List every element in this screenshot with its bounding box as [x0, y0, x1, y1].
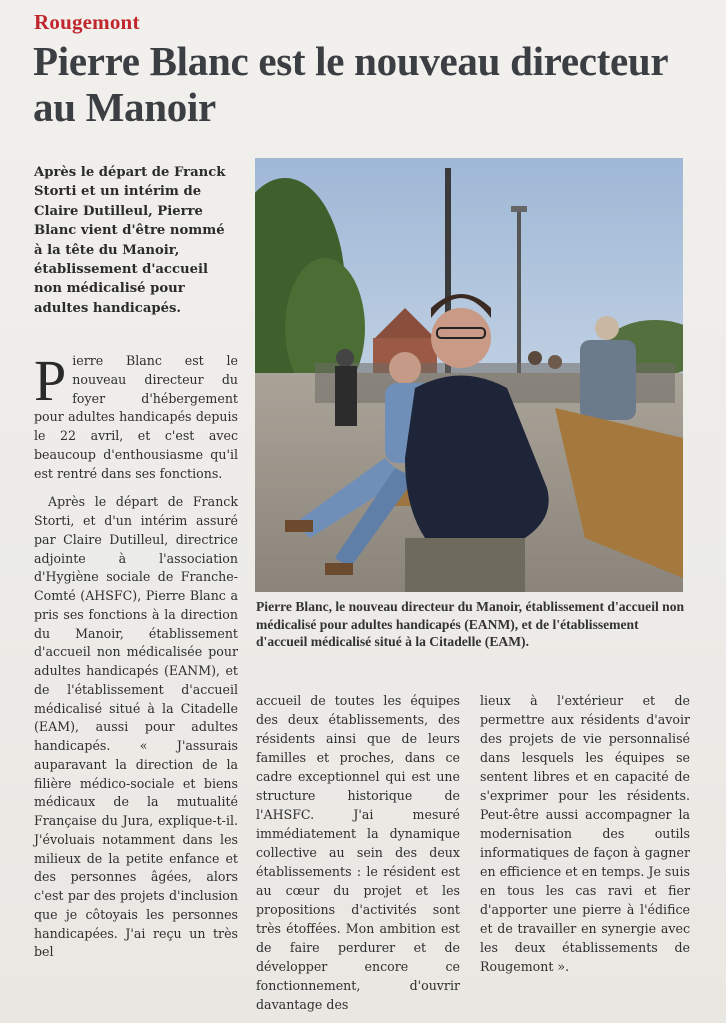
- drop-cap: P: [34, 348, 67, 413]
- photo-illustration: [255, 158, 683, 592]
- article-photo: [255, 158, 683, 592]
- headline: Pierre Blanc est le nouveau directeur au Manoir: [33, 38, 668, 130]
- article-column-2: accueil de toutes les équipes des deux établissements, des résidents ainsi que de leurs familles et proches, dans ce cadre exceptionnel qui est une structure historique de l'AHSFC. J'ai mesuré immédiatement la dynamique collective au sein des deux établissements : le résident est au cœur du projet et les propositions d'activités sont très étoffées. Mon ambition est de faire perdurer et de développer encore ce fonctionnement, d'ouvrir davantage des: [256, 693, 460, 1012]
- article-column-3: lieux à l'extérieur et de permettre aux résidents d'avoir des projets de vie personnalisé dans lesquels les équipes se sentent libres et en capacité de s'exprimer pour les résidents. Peut-être aussi accompagner la modernisation des outils informatiques de façon à gagner en efficience et en temps. Je suis en tous les cas ravi et fier d'apporter une pierre à l'édifice et de travailler en synergie avec les deux établissements de Rougemont ».: [480, 693, 690, 974]
- paragraph-1-text: ierre Blanc est le nouveau directeur du foyer d'hébergement pour adultes handicapés depuis le 22 avril, et c'est avec beaucoup d'enthousiasme qu'il est rentré dans ses fonctions.: [34, 353, 238, 481]
- article-column-1: [34, 348, 238, 962]
- section-kicker: Rougemont: [34, 10, 140, 34]
- lead-paragraph: Après le départ de Franck Storti et un intérim de Claire Dutilleul, Pierre Blanc vient d'être nommé à la tête du Manoir, établissement d'accueil non médicalisé pour adultes handicapés.: [34, 165, 226, 316]
- paragraph-2: Après le départ de Franck Storti, et d'un intérim assuré par Claire Dutilleul, directrice adjointe à l'association d'Hygiène sociale de Franche-Comté (AHSFC), Pierre Blanc a pris ses fonctions à la direction du Manoir, établissement d'accueil non médicalisée pour adultes handicapés (EANM), et de l'établissement d'accueil médicalisé situé à la Citadelle (EAM), aussi pour adultes handicapés. « J'assurais auparavant la direction de la filière médico-sociale et biens médicaux de la mutualité Française du Jura, explique-t-il. J'évoluais notamment dans les milieux de la petite enfance et des personnes âgées, alors c'est par des projets d'inclusion que je côtoyais les personnes handicapées. J'ai reçu un très bel: [34, 494, 238, 960]
- photo-caption: Pierre Blanc, le nouveau directeur du Manoir, établissement d'accueil non médicalisé pour adultes handicapés (EANM), et de l'établissement d'accueil médicalisé situé à la Citadelle (EAM).: [256, 599, 685, 649]
- paragraph-1: [34, 348, 238, 483]
